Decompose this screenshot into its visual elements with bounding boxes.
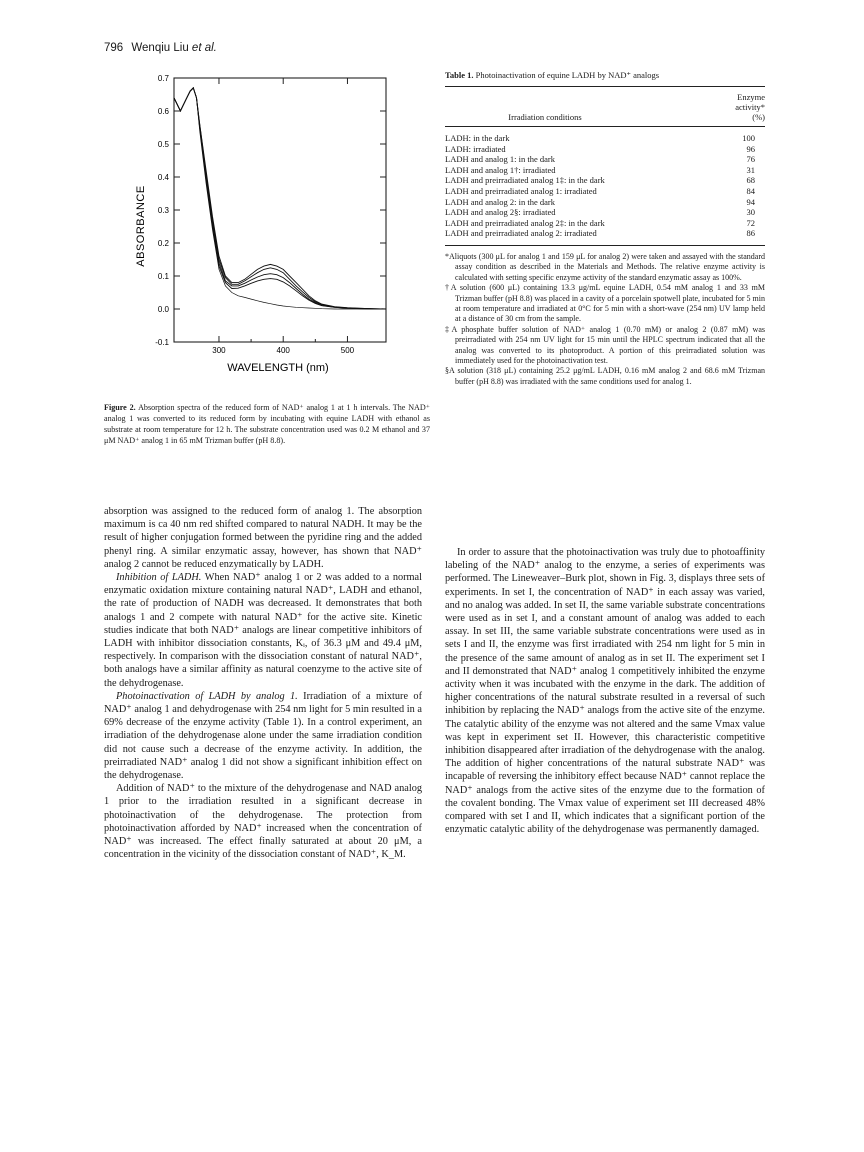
x-tick-label: 400: [276, 346, 290, 355]
y-tick-label: 0.2: [157, 239, 169, 248]
y-tick-label: 0.6: [157, 107, 169, 116]
x-tick-label: 500: [340, 346, 355, 355]
y-axis-label: ABSORBANCE: [135, 185, 147, 267]
right-column-text: [445, 546, 765, 836]
table-row: [445, 228, 765, 245]
running-header: [104, 42, 217, 54]
row-value: 76: [746, 154, 755, 165]
absorption-spectrum-figure: [104, 66, 434, 396]
row-value: 94: [746, 196, 755, 207]
paragraph: [104, 690, 422, 782]
row-value: 31: [746, 164, 755, 175]
header-conditions: Irradiation conditions: [445, 87, 705, 127]
table-row: [445, 207, 765, 218]
figure-caption: [104, 402, 430, 446]
row-value: 72: [746, 217, 755, 228]
footnote: *Aliquots (300 μL for analog 1 and 159 μL for analog 2) were taken and assayed with the standard assay condition as described in the Materials and Methods. The relative enzyme activity is calculated with setting specific enzyme activity of the standard enzymatic assay as 100%.: [445, 251, 765, 282]
row-condition: LADH: in the dark: [445, 133, 510, 143]
row-condition: LADH and preirradiated analog 2: irradiated: [445, 228, 597, 239]
paragraph: In order to assure that the photoinactivation was truly due to photoaffinity labeling of the NAD⁺ analog to the enzyme, a series of experiments was performed. The Lineweaver–Burk plot, shown in Fig. 3, displays three sets of experiments. In set I, the concentration of NAD⁺ in each assay was varied, and no analog was added. In set II, the same variable substrate concentrations were used as in set I, and a constant amount of analog was added to each assay. In set III, the same variable substrate concentrations were used as in sets I and II, the enzyme was first irradiated with 254 nm light for 5 min in the presence of the same amount of analog as in set II. The experiment set I and II demonstrated that NAD⁺ analog 1 competitively inhibited the enzyme activity when it was incubated with the enzyme in the dark. The addition of higher concentrations of the natural substrate resulted in a reversal of such inhibition by replacing the NAD⁺ analogs from the active site of the enzyme. The catalytic ability of the enzyme was not altered and the same Vmax value was kept in experiment set II. However, this characteristic competitive inhibition disappeared after irradiation of the dehydrogenase with the analog. The addition of higher concentrations of the natural substrate NAD⁺ was incapable of reversing the inhibitory effect because NAD⁺ cannot replace the NAD⁺ analogs from the active sites of the enzyme due to the formation of the covalent bonding. The Vmax value of experiment set III decreased 48% compared with set I and II, which indicates that a significant portion of the enzymatic catalytic ability of the dehydrogenase was permanently damaged.: [445, 547, 765, 836]
chart-series: [174, 88, 386, 309]
chart-axes: [174, 78, 386, 342]
table-row: [445, 197, 765, 208]
header-activity-line1: Enzyme: [737, 92, 765, 102]
paragraph: Addition of NAD⁺ to the mixture of the dehydrogenase and NAD analog 1 prior to the irradiation resulted in a significant decrease in photoinactivation of the dehydrogenase. The protection from photoinactivation afforded by NAD⁺ increased when the concentration of NAD⁺ was increased. The effect finally saturated at about 20 μM, a concentration in the vicinity of the dissociation constant of NAD⁺, K_M.: [104, 783, 422, 861]
row-condition: LADH and preirradiated analog 1‡: in the dark: [445, 175, 605, 186]
row-value: 30: [746, 207, 755, 218]
chart-ticks: [155, 74, 386, 355]
table-label: Table 1.: [445, 70, 474, 80]
y-tick-label: 0.1: [157, 272, 169, 281]
table-row: [445, 144, 765, 155]
spectrum-line-3: [174, 88, 386, 309]
row-condition: LADH and preirradiated analog 1: irradiated: [445, 185, 597, 196]
table-row: [445, 218, 765, 229]
paragraph: [104, 571, 422, 690]
paragraph-body: When NAD⁺ analog 1 or 2 was added to a normal enzymatic oxidation mixture containing natural NAD⁺, LADH and ethanol, the rate of production of NADH was decreased. It demonstrates that both analogs 1 and 2 compete with natural NAD⁺ for the active site. Kinetic studies indicate that both NAD⁺ analogs are linear competitive inhibitors of LADH with inhibitor dissociation constants, Kᵢ, of 36.3 μM and 49.4 μM, respectively. In comparison with the dissociation constant of natural NAD⁺, both analogs have a similar affinity as natural coenzyme to the active site of the dehydrogenase.: [104, 572, 422, 689]
plot-frame: [174, 78, 386, 342]
row-condition: LADH and preirradiated analog 2‡: in the dark: [445, 217, 605, 228]
table-footnotes: [445, 252, 765, 387]
row-value: 84: [746, 185, 755, 196]
data-table: [445, 86, 765, 246]
left-column-text: [104, 505, 422, 861]
row-condition: LADH: irradiated: [445, 143, 506, 154]
row-value: 100: [742, 133, 755, 143]
table-row: [445, 186, 765, 197]
paragraph: absorption was assigned to the reduced form of analog 1. The absorption maximum is ca 40 nm red shifted compared to natural NADH. It may be the result of higher conjugation formed between the pyridine ring and the added phenyl ring. A similar enzymatic assay, however, has shown that NAD⁺ analog 2 cannot be reduced enzymatically by LADH.: [104, 506, 422, 570]
caption-text: Absorption spectra of the reduced form of NAD⁺ analog 1 at 1 h intervals. The NAD⁺ analog 1 was converted to its reduced form by incubating with equine LADH with ethanol as substrate at room temperature for 12 h. The substrate concentration used was 0.2 M ethanol and 37 μM NAD⁺ analog 1 in 65 mM Trizman buffer (pH 8.8).: [104, 403, 430, 446]
row-condition: LADH and analog 2: in the dark: [445, 196, 555, 207]
table-header-row: [445, 87, 765, 127]
section-heading: Photoinactivation of LADH by analog 1.: [116, 690, 298, 702]
caption-label: Figure 2.: [104, 403, 136, 412]
header-activity-line2: activity*: [735, 102, 765, 112]
y-tick-label: -0.1: [155, 338, 169, 347]
row-condition: LADH and analog 2§: irradiated: [445, 207, 556, 218]
y-tick-label: 0.4: [157, 173, 169, 182]
section-heading: Inhibition of LADH.: [116, 572, 202, 584]
row-condition: LADH and analog 1†: irradiated: [445, 164, 556, 175]
header-activity-line3: (%): [752, 112, 765, 122]
y-tick-label: 0.3: [157, 206, 169, 215]
table-1: [445, 70, 765, 387]
row-value: 96: [746, 143, 755, 154]
table-row: [445, 154, 765, 165]
header-etal: et al.: [191, 42, 217, 54]
row-value: 68: [746, 175, 755, 186]
table-row: [445, 175, 765, 186]
paragraph-body: Irradiation of a mixture of NAD⁺ analog 1 and dehydrogenase with 254 nm light for 5 min resulted in a 69% decrease of the enzyme activity (Table 1). In a control experiment, an irradiation of the dehydrogenase alone under the same irradiation condition did not cause such a decrease of the enzyme activity. In addition, the preirradiated NAD⁺ analog 1 did not show a significant inhibition effect on the dehydrogenase.: [104, 690, 423, 782]
table-row: [445, 165, 765, 176]
x-tick-label: 300: [212, 346, 226, 355]
header-authors: Wenqiu Liu: [131, 42, 189, 54]
y-tick-label: 0.0: [157, 305, 169, 314]
header-activity: [705, 87, 765, 127]
page-number: 796: [104, 42, 124, 54]
row-value: 86: [746, 228, 755, 239]
table-row: [445, 127, 765, 144]
y-tick-label: 0.5: [157, 140, 169, 149]
y-tick-label: 0.7: [157, 74, 169, 83]
table-title: [445, 70, 765, 81]
x-axis-label: WAVELENGTH (nm): [227, 362, 329, 374]
row-condition: LADH and analog 1: in the dark: [445, 154, 555, 165]
footnote: ‡A phosphate buffer solution of NAD⁺ analog 1 (0.70 mM) or analog 2 (0.87 mM) was preirradiated with 254 nm UV light for 15 min until the HPLC spectrum indicated that all the analog was converted to its photoproduct. A portion of this preirradiated solution was immediately used for the photoinactivation test.: [445, 324, 765, 365]
footnote: †A solution (600 μL) containing 13.3 μg/mL equine LADH, 0.54 mM analog 1 and 33 mM Trizman buffer (pH 8.8) was placed in a cavity of a porcelain spotwell plate, incubated for 5 min at room temperature and irradiated at 0°C for 5 min with a short-wave (254 nm) UV lamp held at a distance of 30 cm from the sample.: [445, 283, 765, 324]
footnote: §A solution (318 μL) containing 25.2 μg/mL LADH, 0.16 mM analog 2 and 68.6 mM Trizman buffer (pH 8.8) was irradiated with the same conditions used for analog 1.: [445, 366, 765, 386]
table-title-text: Photoinactivation of equine LADH by NAD⁺ analogs: [475, 70, 660, 80]
